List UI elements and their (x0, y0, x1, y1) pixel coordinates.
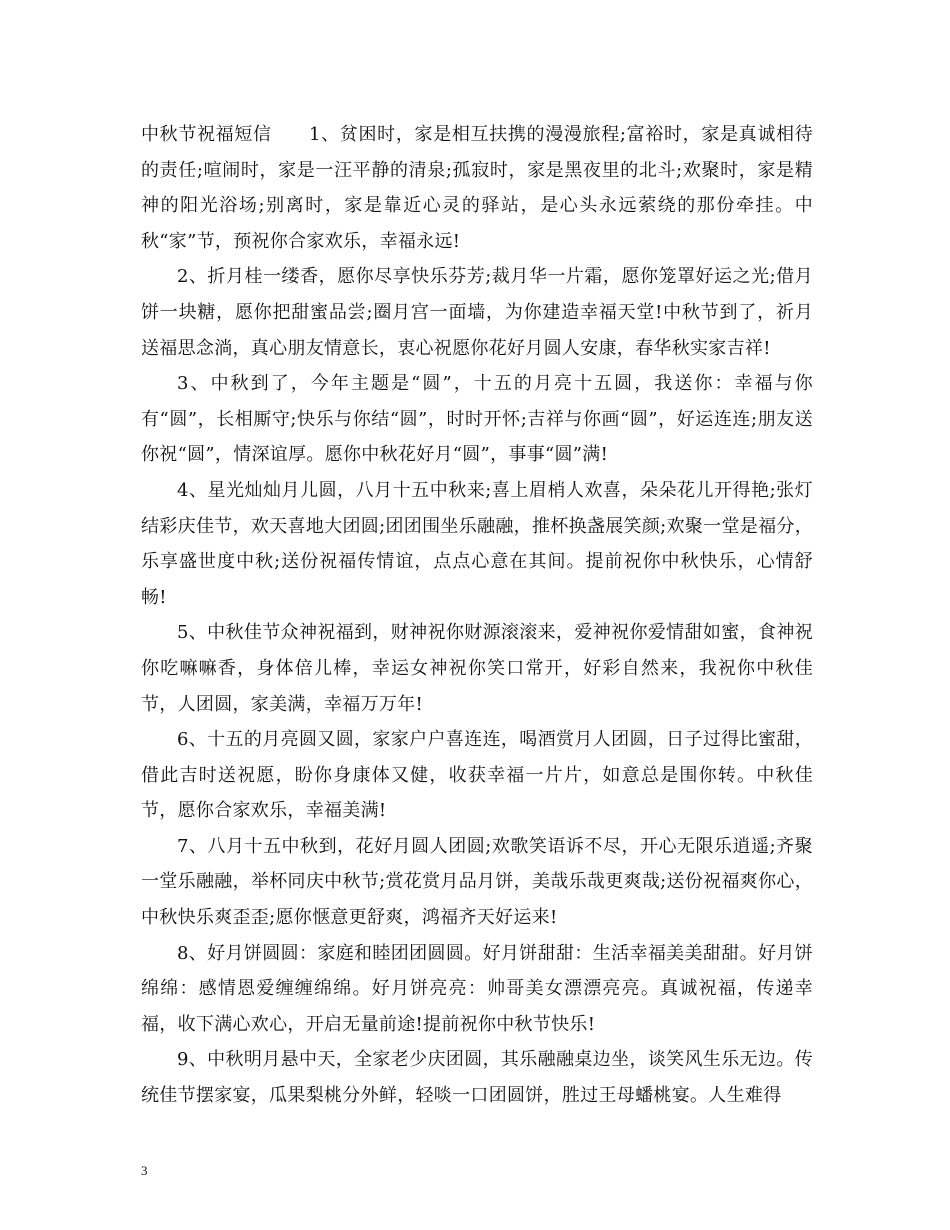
paragraph-3: 3、中秋到了，今年主题是“圆”，十五的月亮十五圆，我送你：幸福与你有“圆”，长相厮守;快乐与你结“圆”，时时开怀;吉祥与你画“圆”，好运连连;朋友送你祝“圆”，情深谊厚。愿你中秋花好月“圆”，事事“圆”满! (141, 373, 813, 466)
paragraph-2: 2、折月桂一缕香，愿你尽享快乐芬芳;裁月华一片霜，愿你笼罩好运之光;借月饼一块糖，愿你把甜蜜品尝;圈月宫一面墙，为你建造幸福天堂!中秋节到了，祈月送福思念淌，真心朋友情意长，衷心祝愿你花好月圆人安康，春华秋实家吉祥! (141, 266, 813, 359)
paragraph-9: 9、中秋明月悬中天，全家老少庆团圆，其乐融融桌边坐，谈笑风生乐无边。传统佳节摆家宴，瓜果梨桃分外鲜，轻啖一口团圆饼，胜过王母蟠桃宴。人生难得 (141, 1049, 813, 1107)
paragraph-7: 7、八月十五中秋到，花好月圆人团圆;欢歌笑语诉不尽，开心无限乐逍遥;齐聚一堂乐融融，举杯同庆中秋节;赏花赏月品月饼，美哉乐哉更爽哉;送份祝福爽你心，中秋快乐爽歪歪;愿你惬意更舒爽，鸿福齐天好运来! (141, 835, 813, 929)
paragraph-5: 5、中秋佳节众神祝福到，财神祝你财源滚滚来，爱神祝你爱情甜如蜜，食神祝你吃嘛嘛香，身体倍儿棒，幸运女神祝你笑口常开，好彩自然来，我祝你中秋佳节，人团圆，家美满，幸福万万年! (141, 622, 813, 715)
page-number: 3 (141, 1163, 148, 1178)
paragraph-1: 中秋节祝福短信 1、贫困时，家是相互扶携的漫漫旅程;富裕时，家是真诚相待的责任;喧闹时，家是一汪平静的清泉;孤寂时，家是黑夜里的北斗;欢聚时，家是精神的阳光浴场;别离时，家是靠近心灵的驿站，是心头永远萦绕的那份牵挂。中秋“家”节，预祝你合家欢乐，幸福永远! (141, 124, 813, 252)
document-body (141, 117, 813, 1114)
paragraph-6: 6、十五的月亮圆又圆，家家户户喜连连，喝酒赏月人团圆，日子过得比蜜甜，借此吉时送祝愿，盼你身康体又健，收获幸福一片片，如意总是围你转。中秋佳节，愿你合家欢乐，幸福美满! (141, 729, 813, 822)
paragraph-4: 4、星光灿灿月儿圆，八月十五中秋来;喜上眉梢人欢喜，朵朵花儿开得艳;张灯结彩庆佳节，欢天喜地大团圆;团团围坐乐融融，推杯换盏展笑颜;欢聚一堂是福分，乐享盛世度中秋;送份祝福传情谊，点点心意在其间。提前祝你中秋快乐，心情舒畅! (141, 479, 813, 608)
paragraph-8: 8、好月饼圆圆：家庭和睦团团圆圆。好月饼甜甜：生活幸福美美甜甜。好月饼绵绵：感情恩爱缠缠绵绵。好月饼亮亮：帅哥美女漂漂亮亮。真诚祝福，传递幸福，收下满心欢心，开启无量前途!提前祝你中秋节快乐! (141, 942, 813, 1035)
